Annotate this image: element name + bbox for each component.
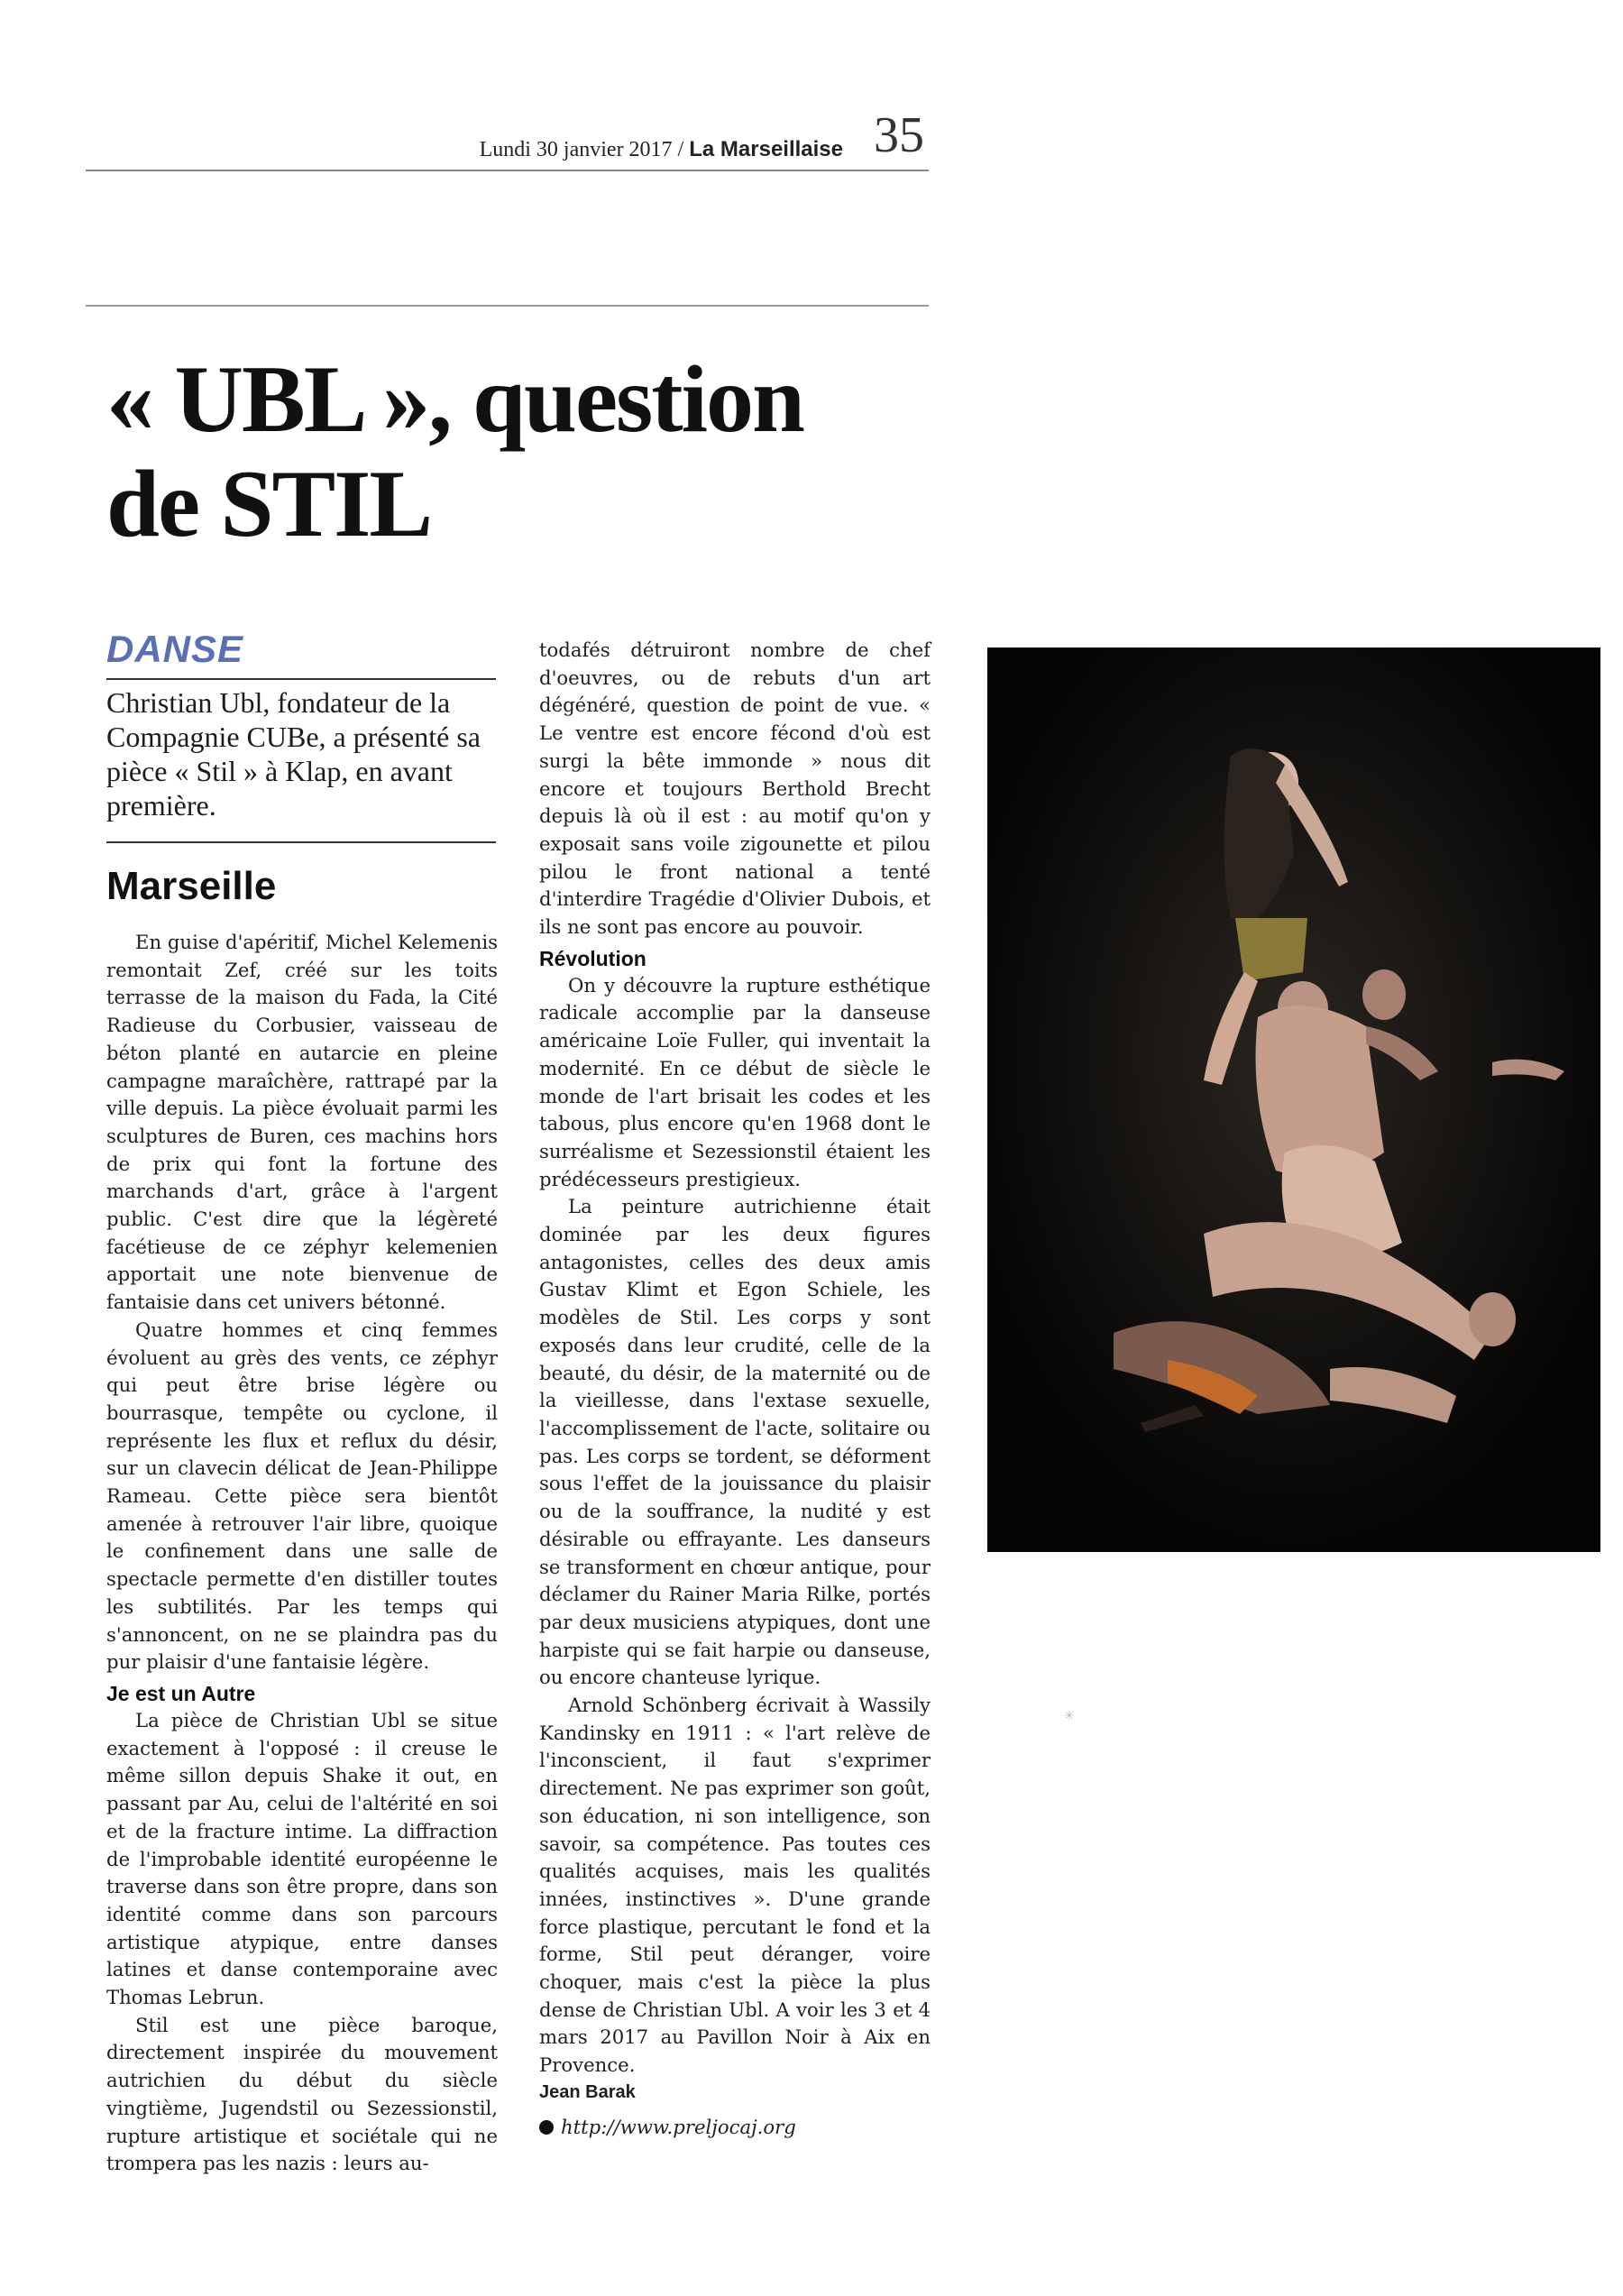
dancer-head <box>1362 969 1406 1020</box>
dateline-city: Marseille <box>106 864 277 908</box>
paragraph: La peinture autrichienne était dominée par les deux figures antagonistes, celles des deux amis Gustav Klimt et Egon Schiele, les modèles de Stil. Les corps y sont exposés dans leur crudité, celle de la beauté, du désir, de la maternité ou de la vieillesse, dans l'extase sexuelle, l'accomplissement de l'acte, solitaire ou pas. Les corps se tordent, se déforment sous l'effet de la jouissance du plaisir ou de la souffrance, la nudité y est désirable ou effrayante. Les danseurs se transforment en chœur antique, pour déclamer du Rainer Maria Rilke, portés par deux musiciens atypiques, dont une harpiste qui se fait harpie ou danseuse, ou encore chanteuse lyrique. <box>539 1195 931 1689</box>
dateline <box>480 137 843 162</box>
paragraph: Stil est une pièce baroque, directement inspirée du mouvement autrichien du début du siècle vingtième, Jugendstil ou Sezessionstil, rupture artistique et sociétale qui ne trompera pas les nazis : leurs au- <box>106 2013 498 2175</box>
scan-mark: ✳ <box>1064 1709 1075 1723</box>
article-column-1 <box>106 929 498 2178</box>
article-headline <box>106 347 954 556</box>
newspaper-name: La Marseillaise <box>689 137 843 161</box>
headline-line-2: de STIL <box>106 451 432 556</box>
website-url: http://www.preljocaj.org <box>561 2115 796 2138</box>
dancers-illustration <box>987 647 1600 1552</box>
section-divider <box>86 305 929 307</box>
headline-line-1: « UBL », question <box>106 346 804 452</box>
paragraph: On y découvre la rupture esthétique radicale accomplie par la danseuse américaine Loïe Fuller, qui inventait la modernité. En ce début de siècle le monde de l'art brisait les codes et les tabous, plus encore qu'en 1968 dont le surréalisme et Sezessionstil étaient les prédécesseurs prestigieux. <box>539 973 931 1190</box>
paragraph: todafés détruiront nombre de chef d'oeuvres, ou de rebuts d'un art dégénéré, question de point de vue. « Le ventre est encore fécond d'où est surgi la bête immonde » nous dit encore et toujours Berthold Brecht depuis là où il est : au motif qu'on y exposait sans voile zigounette et pilou pilou le front national a tenté d'interdire Tragédie d'Olivier Dubois, et ils ne sont pas encore au pouvoir. <box>539 638 931 939</box>
article-column-2 <box>539 637 931 2142</box>
subheading: Je est un Autre <box>106 1681 256 1705</box>
subheading: Révolution <box>539 946 646 970</box>
paragraph: Arnold Schönberg écrivait à Wassily Kandinsky en 1911 : « l'art relève de l'inconscient, il faut s'exprimer directement. Ne pas exprimer son goût, son éducation, ni son intelligence, son savoir, sa compétence. Pas toutes ces qualités acquises, mais les qualités innées, instinctives ». D'une grande force plastique, percutant le fond et la forme, Stil peut déranger, voire choquer, mais c'est la pièce la plus dense de Christian Ubl. A voir les 3 et 4 mars 2017 au Pavillon Noir à Aix en Provence. <box>539 1694 931 2077</box>
golden-costume <box>1235 918 1307 981</box>
paragraph: La pièce de Christian Ubl se situe exactement à l'opposé : il creuse le même sillon depuis Shake it out, en passant par Au, celui de l'altérité en soi et de la fracture intime. La diffraction de l'improbable identité européenne le traverse dans son être propre, dans son identité comme dans son parcours artistique atypique, entre danses latines et danse contemporaine avec Thomas Lebrun. <box>106 1708 498 2009</box>
page-header <box>86 106 929 171</box>
page-number: 35 <box>874 107 924 163</box>
dance-performance-photo <box>987 647 1600 1552</box>
standfirst-divider <box>106 841 496 843</box>
section-kicker: DANSE <box>106 628 244 670</box>
article-standfirst: Christian Ubl, fondateur de la Compagnie CUBe, a présenté sa pièce « Stil » à Klap, en avant première. <box>106 686 481 822</box>
author-byline: Jean Barak <box>539 2081 636 2102</box>
paragraph: Quatre hommes et cinq femmes évoluent au grès des vents, ce zéphyr qui peut être brise légère ou bourrasque, tempête ou cyclone, il représente les flux et reflux du désir, sur un clavecin délicat de Jean-Philippe Rameau. Cette pièce sera bientôt amenée à retrouver l'air libre, quoique le confinement dans une salle de spectacle permette d'en distiller toutes les subtilités. Par les temps qui s'annoncent, on ne se plaindra pas du pur plaisir d'une fantaisie légère. <box>106 1318 498 1674</box>
bullet-icon <box>539 2120 554 2135</box>
dateline-date: Lundi 30 janvier 2017 / <box>479 138 690 161</box>
dancer-head <box>1469 1292 1516 1346</box>
kicker-divider <box>106 678 496 680</box>
website-reference <box>539 2114 931 2142</box>
paragraph: En guise d'apéritif, Michel Kelemenis remontait Zef, créé sur les toits terrasse de la maison du Fada, la Cité Radieuse du Corbusier, vaisseau de béton planté en autarcie en pleine campagne maraîchère, rattrapé par la ville depuis. La pièce évoluait parmi les sculptures de Buren, ces machins hors de prix qui font la fortune des marchands d'art, grâce à l'argent public. C'est dire que la légèreté facétieuse de ce zéphyr kelemenien apportait une note bienvenue de fantaisie dans cet univers bétonné. <box>106 931 498 1314</box>
